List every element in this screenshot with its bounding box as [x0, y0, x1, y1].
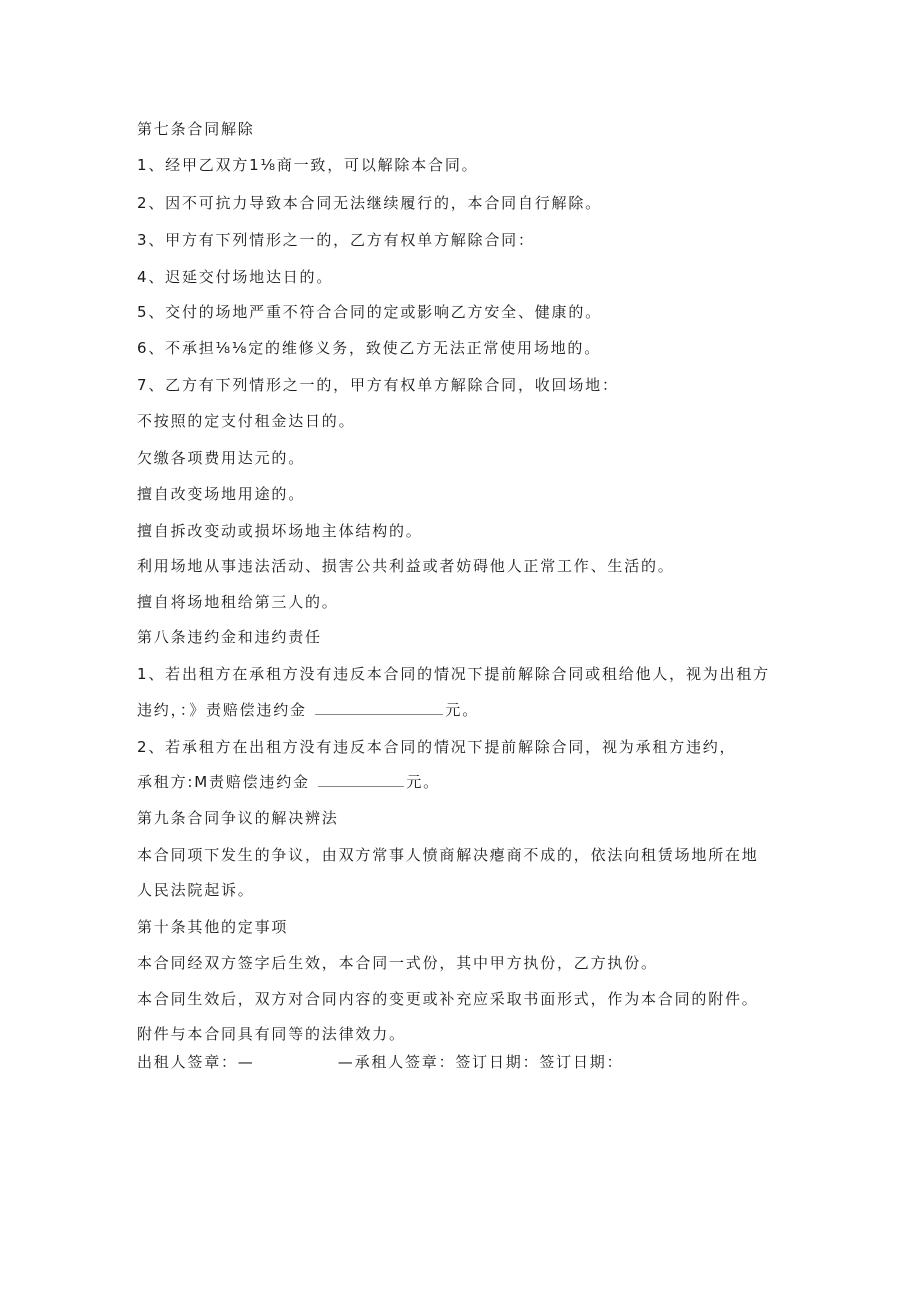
clause-line: 1、经甲乙双方1⅛商一致，可以解除本合同。	[137, 156, 479, 174]
lessee-signature-label: —承租人签章：签订日期：签订日期：	[337, 1053, 624, 1071]
clause-line: 擅自拆改变动或损坏场地主体结构的。	[137, 522, 423, 540]
clause-line: 2、若承租方在出租方没有违反本合同的情况下提前解除合同，视为承租方违约，	[137, 738, 737, 756]
clause-line: 4、迟延交付场地达日的。	[137, 268, 334, 286]
section-heading: 第十条其他的定事项	[137, 918, 289, 936]
clause-line: 擅自改变场地用途的。	[137, 485, 306, 503]
clause-text: 承租方:M责赔偿违约金	[137, 773, 310, 791]
clause-line: 擅自将场地租给第三人的。	[137, 593, 339, 611]
clause-line: 本合同项下发生的争议，由双方常事人愤商解决瘪商不成的，依法向租赁场地所在地	[137, 846, 759, 864]
clause-line	[137, 772, 440, 792]
clause-line: 2、因不可抗力导致本合同无法继续履行的，本合同自行解除。	[137, 194, 602, 212]
clause-line: 本合同生效后，双方对合同内容的变更或补充应采取书面形式，作为本合同的附件。	[137, 990, 759, 1008]
clause-line: 欠缴各项费用达元的。	[137, 449, 306, 467]
section-heading: 第七条合同解除	[137, 120, 255, 138]
clause-text: 元。	[406, 773, 440, 791]
lessor-signature-label: 出租人签章：—	[137, 1053, 255, 1071]
clause-line: 不按照的定支付租金达日的。	[137, 412, 356, 430]
clause-line: 本合同经双方签字后生效，本合同一式份，其中甲方执份，乙方执份。	[137, 954, 658, 972]
amount-blank	[318, 772, 404, 787]
signature-line	[137, 1052, 623, 1072]
clause-text: 违约，：》责赔偿违约金	[137, 701, 307, 719]
clause-line: 人民法院起诉。	[137, 881, 255, 899]
amount-blank	[315, 700, 443, 715]
clause-line	[137, 700, 479, 720]
section-heading: 第八条违约金和违约责任	[137, 628, 322, 646]
clause-line: 5、交付的场地严重不符合合同的定或影响乙方安全、健康的。	[137, 303, 602, 321]
clause-line: 7、乙方有下列情形之一的，甲方有权单方解除合同，收回场地：	[137, 376, 619, 394]
clause-line: 利用场地从事违法活动、损害公共利益或者妨碍他人正常工作、生活的。	[137, 557, 675, 575]
clause-line: 1、若出租方在承租方没有违反本合同的情况下提前解除合同或租给他人，视为出租方	[137, 665, 770, 683]
clause-line: 3、甲方有下列情形之一的，乙方有权单方解除合同：	[137, 231, 535, 249]
clause-line: 附件与本合同具有同等的法律效力。	[137, 1025, 406, 1043]
clause-line: 6、不承担⅛⅛定的维修义务，致使乙方无法正常使用场地的。	[137, 339, 602, 357]
clause-text: 元。	[445, 701, 479, 719]
section-heading: 第九条合同争议的解决辨法	[137, 809, 339, 827]
